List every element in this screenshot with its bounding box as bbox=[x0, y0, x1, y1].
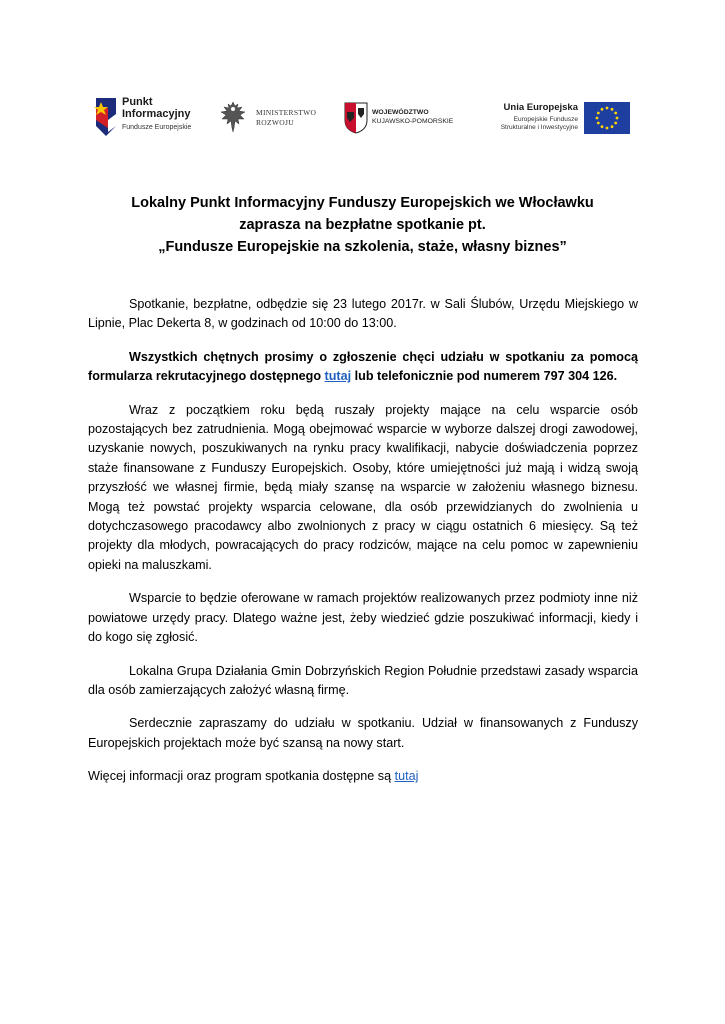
mr-line2: ROZWOJU bbox=[256, 118, 294, 127]
coat-of-arms-icon bbox=[344, 102, 368, 134]
registration-text-before: Wszystkich chętnych prosimy o zgłoszenie chęci udziału w spotkaniu za pomocą formularza rekrutacyjnego dostępnego bbox=[88, 349, 638, 384]
logo-strip bbox=[92, 96, 632, 140]
headline-line2: zaprasza na bezpłatne spotkanie pt. bbox=[239, 217, 486, 233]
mr-line1: MINISTERSTWO bbox=[256, 108, 317, 117]
ue-line1: Unia Europejska bbox=[503, 102, 578, 113]
pifs-line2: Informacyjny bbox=[122, 108, 191, 120]
punkt-informacyjny-logo bbox=[92, 96, 202, 140]
paragraph-meeting-details: Spotkanie, bezpłatne, odbędzie się 23 lutego 2017r. w Sali Ślubów, Urzędu Miejskiego w Lipnie, Plac Dekerta 8, w godzinach od 10:00 do 13:00. bbox=[88, 297, 638, 331]
polish-eagle-icon bbox=[218, 100, 248, 134]
more-info-link[interactable]: tutaj bbox=[394, 769, 419, 784]
paragraph-more-info bbox=[88, 767, 638, 786]
headline bbox=[60, 192, 665, 258]
wojewodztwo-logo bbox=[344, 96, 474, 140]
ministerstwo-rozwoju-logo bbox=[218, 96, 318, 140]
paragraph-lgd: Lokalna Grupa Działania Gmin Dobrzyńskich Region Południe przedstawi zasady wsparcia dla osób zamierzających założyć własną firmę. bbox=[88, 663, 638, 697]
document-body bbox=[88, 295, 638, 801]
unia-europejska-logo bbox=[480, 96, 632, 140]
paragraph-invitation: Serdecznie zapraszamy do udziału w spotkaniu. Udział w finansowanych z Funduszy Europejskich projektach może być szansą na nowy start. bbox=[88, 716, 638, 750]
more-info-text: Więcej informacji oraz program spotkania dostępne są bbox=[88, 769, 395, 784]
paragraph-registration bbox=[88, 348, 638, 387]
registration-text-after: lub telefonicznie pod numerem 797 304 126. bbox=[351, 369, 618, 384]
pifs-emblem-icon bbox=[92, 98, 118, 136]
woj-line2: KUJAWSKO-POMORSKIE bbox=[372, 118, 454, 125]
paragraph-projects: Wraz z początkiem roku będą ruszały projekty mające na celu wsparcie osób pozostających bez zatrudnienia. Mogą obejmować wsparcie w wyborze dalszej drogi zawodowej, uzyskanie nowych, poszukiwanych na rynku pracy kwalifikacji, nabycie doświadczenia poprzez staże finansowane z Funduszy Europejskich. Osoby, które umiejętności już mają i widzą swoją przyszłość we własnej firmie, będą miały szansę na wsparcie w założeniu własnego biznesu. Mogą też powstać projekty wsparcia celowane, dla osób przewidzianych do zwolnienia u dotychczasowego pracodawcy albo zwolnionych z pracy w ciągu ostatnich 6 miesięcy. Są też projekty dla młodych, powracających do pracy rodziców, mające na celu pomoc w zapewnieniu opieki na maluszkami. bbox=[88, 402, 638, 572]
pifs-line1: Punkt bbox=[122, 96, 153, 108]
paragraph-support: Wsparcie to będzie oferowane w ramach projektów realizowanych przez podmioty inne niż powiatowe urzędy pracy. Dlatego ważne jest, żeby wiedzieć gdzie poszukiwać informacji, kiedy i do kogo się zgłosić. bbox=[88, 591, 638, 645]
eu-flag-icon bbox=[584, 102, 630, 134]
registration-form-link[interactable]: tutaj bbox=[324, 369, 352, 384]
headline-line1: Lokalny Punkt Informacyjny Funduszy Europejskich we Włocławku bbox=[131, 195, 594, 211]
woj-line1: WOJEWÓDZTWO bbox=[372, 109, 429, 116]
pifs-line3: Fundusze Europejskie bbox=[122, 124, 192, 131]
headline-line3: „Fundusze Europejskie na szkolenia, staże, własny biznes” bbox=[158, 239, 567, 255]
ue-line2: Europejskie Fundusze bbox=[513, 116, 578, 123]
ue-line3: Strukturalne i Inwestycyjne bbox=[500, 124, 578, 131]
